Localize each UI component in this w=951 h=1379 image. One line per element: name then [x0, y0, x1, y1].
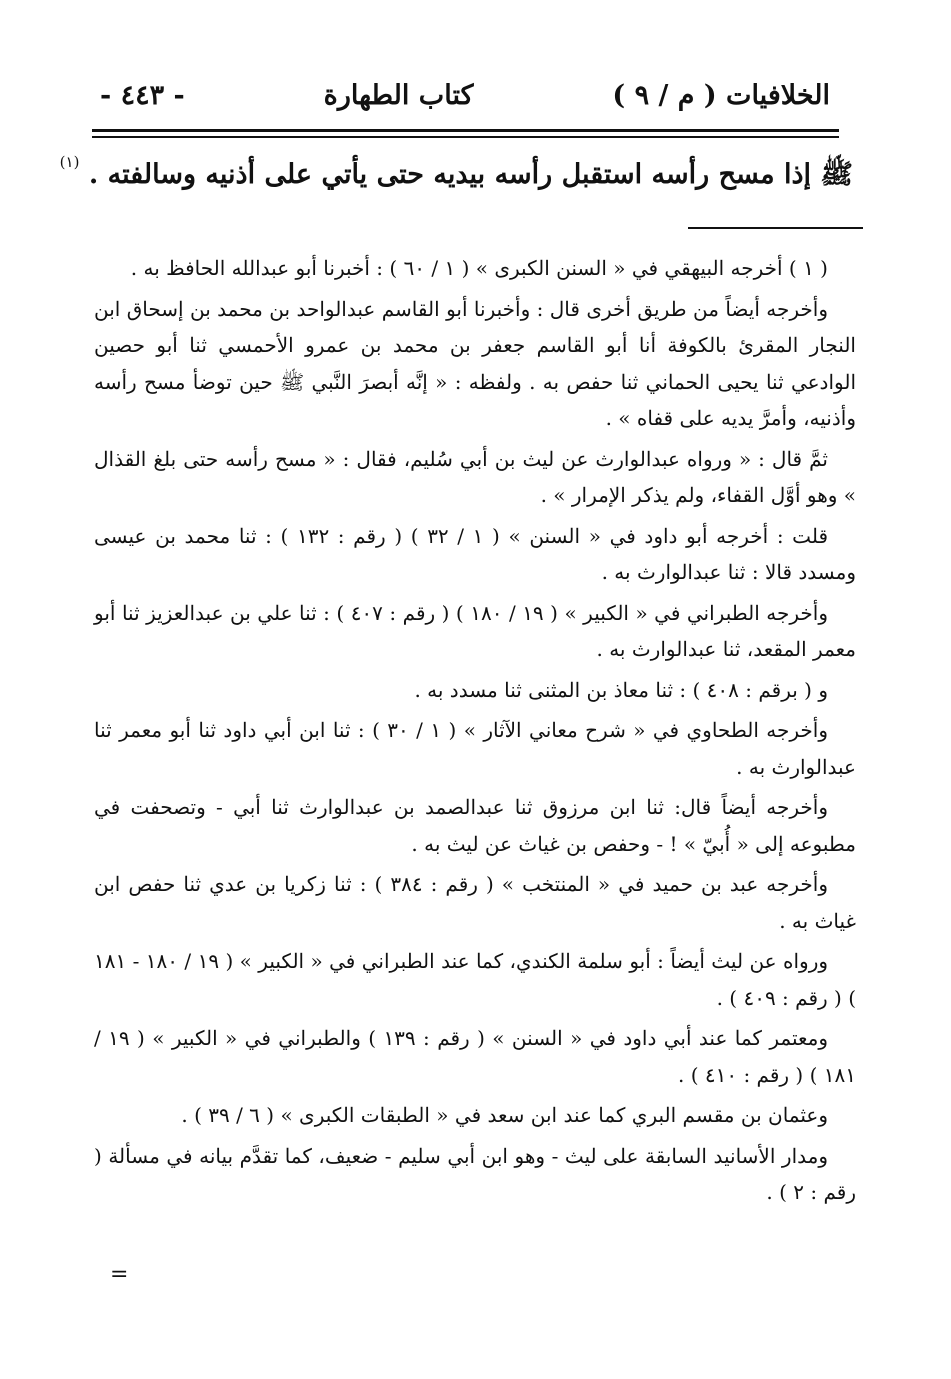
main-text-body: ﷺ إذا مسح رأسه استقبل رأسه بيديه حتى يأتي على أذنيه وسالفته .	[88, 159, 853, 190]
footnote-paragraph: قلت : أخرجه أبو داود في « السنن » ( ١ / ٣٢ ) ( رقم : ١٣٢ ) : ثنا محمد بن عيسى ومسدد قالا : ثنا عبدالوارث به .	[94, 523, 856, 584]
page-number: - ٤٤٣ -	[100, 79, 185, 111]
footnote-paragraph: وأخرجه الطحاوي في « شرح معاني الآثار » ( ١ / ٣٠ ) : ثنا ابن أبي داود ثنا أبو معمر ثنا عبدالوارث به .	[94, 718, 856, 779]
footnote-paragraph: وأخرجه الطبراني في « الكبير » ( ١٩ / ١٨٠ ) ( رقم : ٤٠٧ ) : ثنا علي بن عبدالعزيز ثنا أبو معمر المقعد، ثنا عبدالوارث به .	[94, 600, 856, 661]
footnote-paragraph: ومعتمر كما عند أبي داود في « السنن » ( رقم : ١٣٩ ) والطبراني في « الكبير » ( ١٩ / ١٨١ ) ( رقم : ٤١٠ ) .	[94, 1026, 856, 1087]
header-rule-thick	[92, 129, 839, 132]
footnote-paragraph: و ( برقم : ٤٠٨ ) : ثنا معاذ بن المثنى ثنا مسدد به .	[414, 677, 828, 702]
chapter-title: كتاب الطهارة	[323, 79, 474, 111]
footnotes	[94, 250, 856, 1215]
footnote-paragraph: وأخرجه أيضاً من طريق أخرى قال : وأخبرنا أبو القاسم عبدالواحد بن محمد بن إسحاق ابن النجار المقرئ بالكوفة أنا أبو القاسم جعفر بن محمد بن عمرو الأحمسي ثنا أبو حصين الوادعي ثنا يحيى الحماني ثنا حفص به . ولفظه : « إنَّه أبصرَ النَّبي ﷺ حين توضأ مسح رأسه وأذنيه، وأمرَّ يديه على قفاه » .	[94, 296, 856, 430]
footnote-paragraph: وأخرجه أيضاً قال: ثنا ابن مرزوق ثنا عبدالصمد بن عبدالوارث ثنا أبي - وتصحفت في مطبوعه إلى « أُبيّ » ! - وحفص بن غياث عن ليث به .	[94, 795, 856, 856]
footnote-paragraph: ورواه عن ليث أيضاً : أبو سلمة الكندي، كما عند الطبراني في « الكبير » ( ١٩ / ١٨٠ - ١٨١ ) ( رقم : ٤٠٩ ) .	[94, 949, 856, 1010]
footnote-paragraph: ثمَّ قال : « ورواه عبدالوارث عن ليث بن أبي سُليم، فقال : « مسح رأسه حتى بلغ القذال » وهو أوَّل القفاء، ولم يذكر الإمرار » .	[94, 446, 856, 507]
running-title-right: الخلافيات ( م / ٩ )	[612, 79, 830, 111]
footnote-paragraph: ( ١ ) أخرجه البيهقي في « السنن الكبرى » ( ١ / ٦٠ ) : أخبرنا أبو عبدالله الحافظ به .	[130, 256, 828, 280]
footnote-reference: (١)	[59, 153, 80, 171]
continuation-mark: =	[110, 1262, 129, 1287]
footnote-separator	[688, 227, 863, 229]
header-rule-thin	[92, 136, 839, 138]
main-text	[59, 152, 853, 198]
page-header	[100, 72, 830, 118]
footnote-paragraph: وأخرجه عبد بن حميد في « المنتخب » ( رقم : ٣٨٤ ) : ثنا زكريا بن عدي ثنا حفص ابن غياث به .	[94, 872, 856, 933]
footnote-paragraph: وعثمان بن مقسم البري كما عند ابن سعد في « الطبقات الكبرى » ( ٦ / ٣٩ ) .	[181, 1103, 828, 1127]
footnote-paragraph: ومدار الأسانيد السابقة على ليث - وهو ابن أبي سليم - ضعيف، كما تقدَّم بيانه في مسألة ( رقم : ٢ ) .	[94, 1143, 856, 1204]
